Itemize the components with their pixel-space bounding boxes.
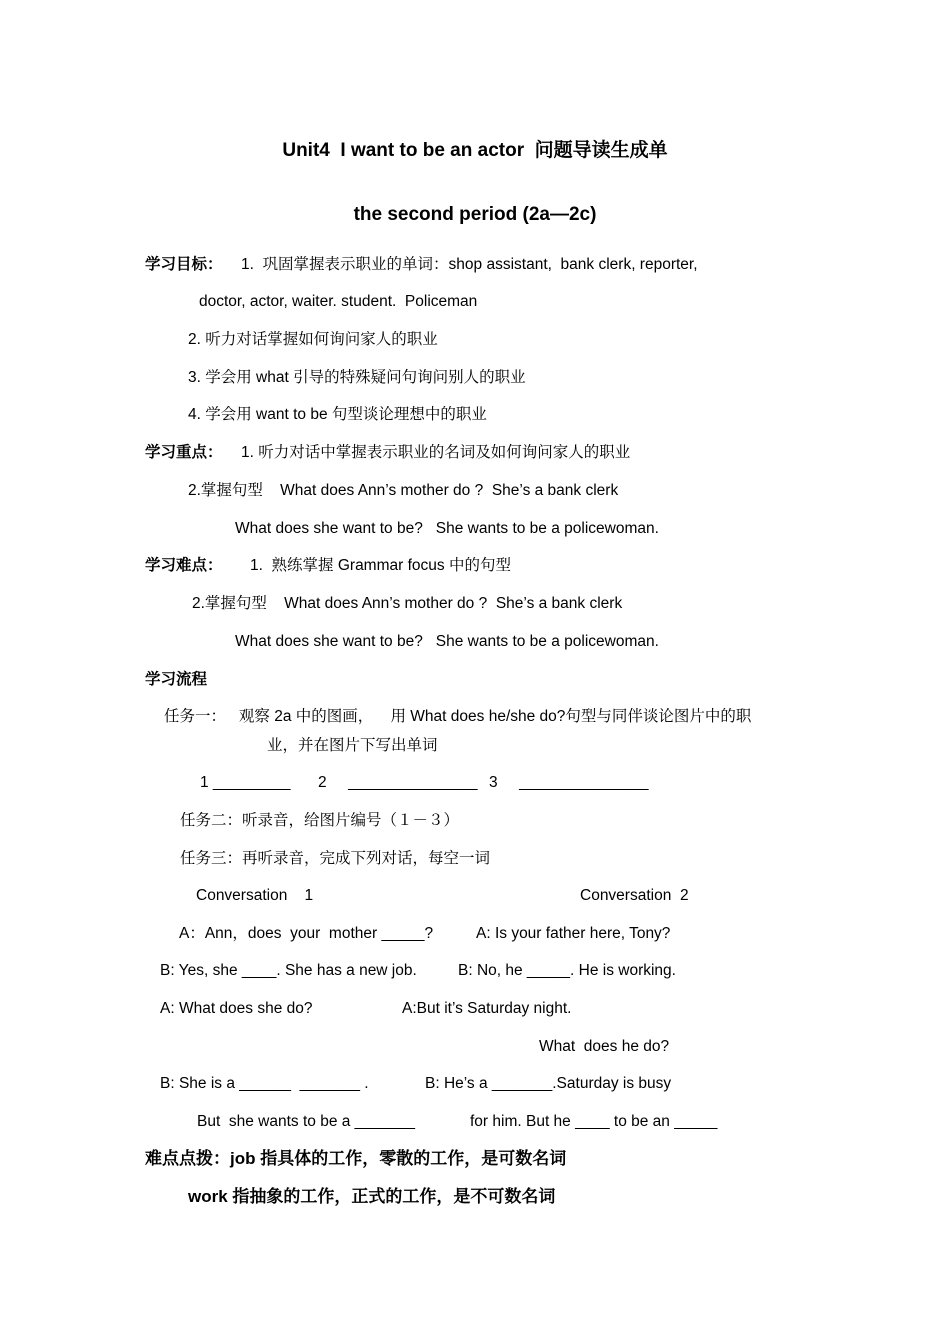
difficulty-2-cont: What does she want to be? She wants to be a policewoman.	[235, 633, 659, 650]
tip-line-1: 难点点拨：job 指具体的工作，零散的工作，是可数名词	[145, 1149, 567, 1168]
conversation2-title: Conversation 2	[580, 887, 689, 904]
key-point-2-cont: What does she want to be? She wants to be a policewoman.	[235, 520, 659, 537]
goal-item-1: 1. 巩固掌握表示职业的单词：shop assistant, bank clerk, reporter,	[241, 256, 698, 273]
difficulties-label: 学习难点：	[145, 557, 223, 574]
conversation2-line: for him. But he ____ to be an _____	[470, 1113, 718, 1130]
conversation1-line: But she wants to be a _______	[197, 1113, 416, 1130]
picture-blank-3: 3 _______________	[489, 774, 649, 791]
goals-label: 学习目标：	[145, 256, 223, 273]
picture-blank-1: 1 _________	[200, 774, 291, 791]
difficulty-1: 1. 熟练掌握 Grammar focus 中的句型	[250, 557, 511, 574]
conversation2-line: What does he do?	[539, 1038, 670, 1055]
goal-item-3: 3. 学会用 what 引导的特殊疑问句询问别人的职业	[188, 369, 526, 386]
conversation2-line: A: Is your father here, Tony?	[476, 925, 671, 942]
conversation1-title: Conversation 1	[196, 887, 314, 904]
conversation1-line: B: She is a ______ _______ .	[160, 1075, 369, 1092]
page-title: Unit4 I want to be an actor 问题导读生成单	[282, 140, 668, 161]
conversation1-line: A：Ann，does your mother _____?	[179, 925, 434, 942]
task1-line1: 任务一： 观察 2a 中的图画， 用 What does he/she do?句型与同伴谈论图片中的职	[164, 708, 752, 725]
task1-line2: 业，并在图片下写出单词	[267, 737, 438, 754]
goal-item-4: 4. 学会用 want to be 句型谈论理想中的职业	[188, 406, 487, 423]
goal-item-2: 2. 听力对话掌握如何询问家人的职业	[188, 331, 438, 348]
conversation1-line: B: Yes, she ____. She has a new job.	[160, 962, 417, 979]
page-subtitle: the second period (2a—2c)	[353, 204, 597, 225]
conversation2-line: B: He’s a _______.Saturday is busy	[425, 1075, 672, 1092]
picture-blank-2: 2 _______________	[318, 774, 478, 791]
task3: 任务三：再听录音，完成下列对话，每空一词	[180, 850, 491, 867]
process-label: 学习流程	[145, 671, 208, 688]
conversation2-line: A:But it’s Saturday night.	[402, 1000, 572, 1017]
goal-item-1-cont: doctor, actor, waiter. student. Policeman	[199, 293, 478, 310]
key-point-2: 2.掌握句型 What does Ann’s mother do ? She’s a bank clerk	[188, 482, 619, 499]
task2: 任务二：听录音，给图片编号（１－３）	[180, 812, 460, 829]
difficulty-2: 2.掌握句型 What does Ann’s mother do ? She’s a bank clerk	[192, 595, 623, 612]
conversation1-line: A: What does she do?	[160, 1000, 313, 1017]
key-point-1: 1. 听力对话中掌握表示职业的名词及如何询问家人的职业	[241, 444, 631, 461]
conversation2-line: B: No, he _____. He is working.	[458, 962, 676, 979]
tip-line-2: work 指抽象的工作，正式的工作，是不可数名词	[188, 1187, 556, 1206]
key-points-label: 学习重点：	[145, 444, 223, 461]
